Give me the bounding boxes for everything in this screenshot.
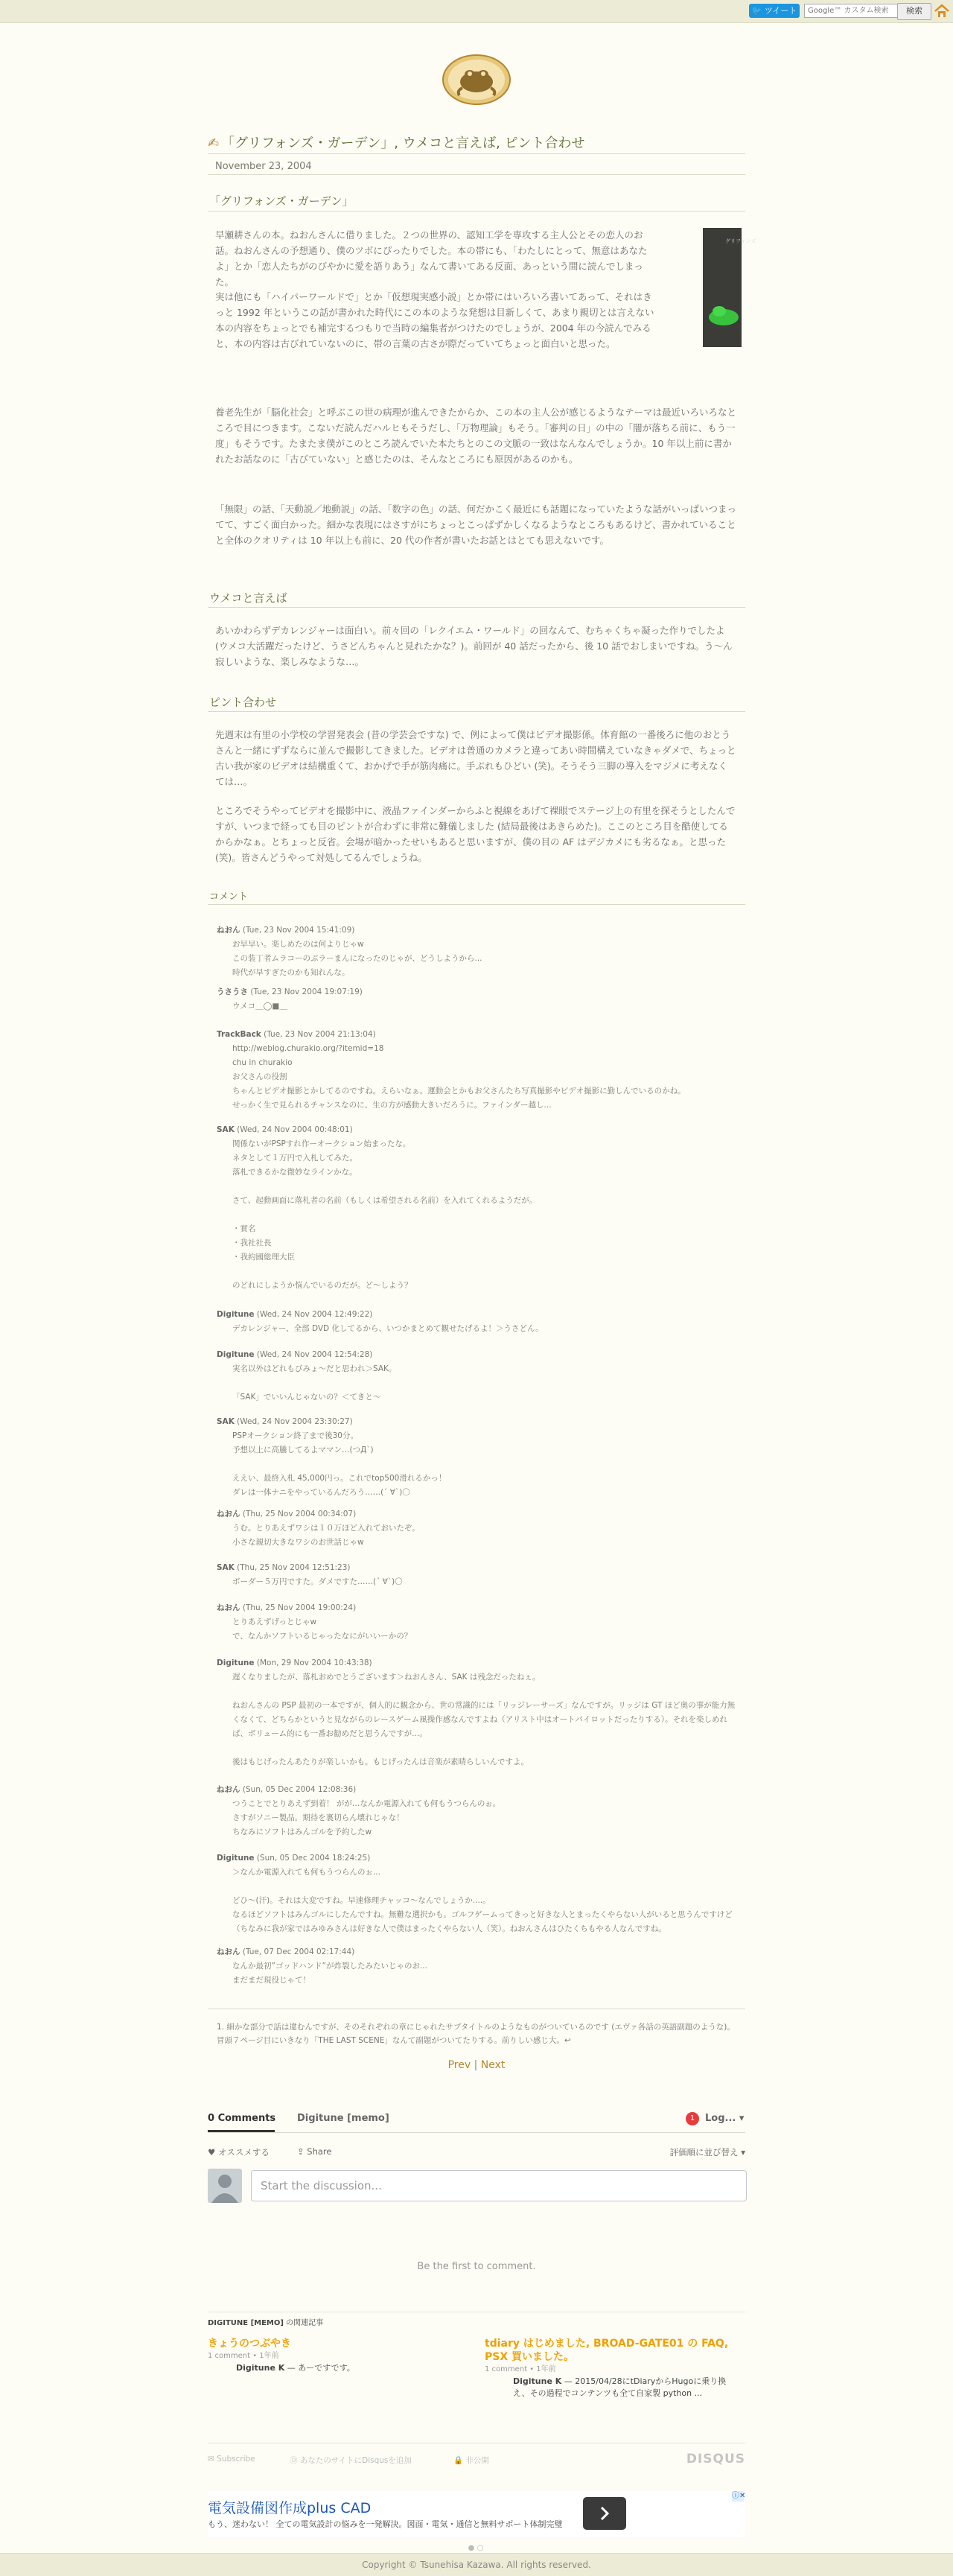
comment-time: (Mon, 29 Nov 2004 10:43:38) [256,1659,372,1667]
comment-line: ちなみにソフトはみんゴルを予約したw [232,1828,372,1836]
comment-line: ねおんさんの PSP 最初の一本ですが、個人的に観念から、世の常識的には「リッジレーサーズ」なんですが。リッジは GT ほど奥の事が能力無くなくて、どちらかというと見ながらのレースゲーム風操作感なんですよね（アリスト中はオートパイロットだったりする）。それを楽しめれば、ボリューム的にも一番お勧めだと思うんですが...。 [232,1701,736,1738]
prev-link[interactable]: Prev [447,2059,471,2071]
comment-line: さて、起動画面に落札者の名前（もしくは希望される名前）を入れてくれるようだが。 [232,1196,538,1205]
comment [217,1123,738,1293]
chevron-down-icon: ▾ [739,2113,745,2124]
privacy-link[interactable] [453,2455,489,2466]
section-title-griffon: 「グリフォンズ・ガーデン」 [209,194,354,208]
comment-line: とりあえずげっとじゃw [232,1618,317,1626]
ad-title[interactable]: 電気設備図作成plus CAD [208,2500,372,2516]
comment-line [217,1880,738,1894]
subscribe-label: Subscribe [217,2455,255,2464]
comment-time: (Wed, 24 Nov 2004 12:54:28) [256,1350,373,1359]
related-text: — 2015/04/28にtDiaryからHugoに乗り換え、その過程でコンテンツも全て自家製 python ... [513,2376,727,2398]
search-button[interactable]: 検索 [897,3,931,20]
comment [217,1415,738,1500]
login-label: Log... [705,2113,736,2124]
divider [208,904,745,905]
sort-label: 評価順に並び替え [669,2147,739,2157]
comment-line [217,1208,738,1222]
comment-line: 後はもじげったんあたりが楽しいかも。もじげったんは音楽が素晴らしいんですよ。 [232,1758,529,1766]
comment-line: まだまだ現役じゃて！ [232,1976,310,1985]
related-author: Digitune K [513,2376,562,2386]
divider [208,153,745,154]
paragraph: 養老先生が「脳化社会」と呼ぶこの世の病理が進んできたからか、この本の主人公が感じるようなテーマは最近いろいろなところで目につきます。こないだ読んだハルヒもそうだし、「万物理論」もそう。「審判の日」の中の「闇が落ちる前に、もう一度」もそうです。たまたま僕がこのところ読んでいた本たちとのこの文脈の一致はなんなんでしょうか。10 年以上前に書かれたお話なのに「古びていない」と感じたのは、そんなところにも原因があるのかも。 [215,407,737,465]
ad-arrow-button[interactable] [583,2497,626,2530]
comment-author: ねおん [217,1785,240,1794]
comment [217,1561,738,1589]
footnote: 1. 細かな部分で話は違むんですが、そのそれぞれの章にじゃれたサブタイトルのようなものがついているのです (エヴァ各話の英語副題のような)。冒頭７ページ目にいきなり「THE LAST SCENE」なんて副題がついてたりする。前りしい感じ大。↩ [217,2023,735,2045]
comment-composer[interactable]: Start the discussion... [251,2170,747,2201]
tab-site[interactable]: Digitune [memo] [297,2113,389,2124]
related-meta: 1 comment • 1年前 [208,2352,279,2360]
user-silhouette-icon [208,2169,242,2203]
comment-line: うむ。とりあえずワシは１０万ほど入れておいたぞ。 [232,1524,420,1533]
comment-author: ねおん [217,1510,240,1518]
comment-line: 関係ないがPSPすれ作ーオークション始まったな。 [232,1139,411,1148]
comment-author: SAK [217,1417,235,1426]
comment-line: なるほどソフトはみんゴルにしたんですね。無難な選択かも。ゴルフゲームってきっと好きな人とまったくやらない人がいると思うんですけど（ちなみに我が家ではみゆみさんは好きな人で僕はまったくやらない人（笑）。ねおんさんはひたくちもやる人なんですね。 [232,1910,733,1933]
recommend-label: オススメする [217,2147,270,2157]
comment-line: ・我社社長 [232,1238,272,1247]
comment-line: ボーダー５万円ですた。ダメですた……(´ ∀`)〇 [232,1577,403,1586]
comment-line: ネタとして１万円で入札してみた。 [232,1154,357,1163]
pager [208,2059,745,2071]
comment-line: お父さんの役割 [232,1072,287,1081]
comment-time: (Tue, 23 Nov 2004 15:41:09) [242,926,355,935]
comment-author: Digitune [217,1659,255,1667]
paragraph: あいかわらずデカレンジャーは面白い。前々回の「レクイエム・ワールド」の回なんて、むちゃくちゃ凝った作りでしたよ (ウメコ大活躍だったけど、うさどんちゃんと見れたかな？)。前回が 40 話だったから、後 10 話でおしまいですね。う〜ん寂しいような、楽しみなような…。 [215,625,733,667]
mail-icon: ✉ [208,2455,214,2464]
post-title: ✍ 「グリフォンズ・ガーデン」, ウメコと言えば, ピント合わせ [208,136,585,151]
ad-banner[interactable] [208,2491,745,2537]
chevron-down-icon: ▾ [741,2147,745,2157]
top-bar [0,0,953,23]
disqus-icon: Ⓓ [290,2456,298,2465]
page-footer: Copyright © Tsunehisa Kazawa. All rights reserved. [0,2553,953,2576]
search-input[interactable] [804,4,898,18]
paragraph: 「無限」の話、「天動説／地動説」の話、「数字の色」の話、何だかこく最近にも話題になっていたような話がいっぱいつまってて、すごく面白かった。細かな表現にはさすがにちょっとこっぱずかしくなるようなところもあるけど、書かれていることと全体のクオリティは 10 年以上も前に、20 代の作者が書いたお話とはとても思えないです。 [215,503,737,546]
comment-line: のどれにしようか悩んでいるのだが。ど〜しよう？ [232,1281,412,1290]
ad-close-icon[interactable]: ⓘ✕ [732,2492,746,2500]
comment-author: Digitune [217,1350,255,1359]
divider [208,711,745,712]
share-button[interactable] [297,2146,331,2157]
disqus-tabs [208,2108,745,2133]
comment-line: どひ〜(汗)。それは大変ですね。早速修理チャッコ〜なんでしょうか....。 [232,1896,491,1905]
comment-time: (Tue, 23 Nov 2004 21:13:04) [264,1030,376,1039]
comment-line [217,1265,738,1279]
comment [217,985,738,1014]
comment-line: 実名以外はどれもびみょ〜だと思われ＞SAK。 [232,1364,397,1373]
comment-line: 予想以上に高騰してるよママン…(つД`) [232,1446,374,1454]
comment-author: SAK [217,1563,235,1572]
comment-line: お早早い。楽しめたのは何よりじゃw [232,940,364,949]
comment-line [217,1180,738,1194]
heart-icon: ♥ [208,2147,216,2157]
comment-line [217,1685,738,1699]
comment-author: ねおん [217,1947,240,1956]
comment-line: ウメコ＿◯■＿ [232,1002,287,1011]
related-text: — あーですです。 [287,2363,355,2373]
comment-author: Digitune [217,1310,255,1319]
comment-time: (Thu, 25 Nov 2004 19:00:24) [242,1603,357,1612]
comment-line: ＞なんか電源入れても何もうつらんのぉ... [232,1868,380,1877]
trackback-link[interactable]: http://weblog.churakio.org/?itemid=18 [232,1044,384,1053]
avatar [208,2169,242,2203]
comment [217,1945,738,1988]
paragraph: 早瀬耕さんの本。ねおんさんに借りました。２つの世界の、認知工学を専攻する主人公とその恋人のお話。ねおんさんの予想通り、僕のツボにぴったりでした。本の帯にも、「わたしにとって、無意はあなたよ」とか「恋人たちがのびやかに愛を語りあう」なんて書いてある反面、あっという間に読んでしまった。 [215,229,648,287]
book-cover-art [703,228,756,347]
pager-separator: | [471,2059,481,2071]
related-title[interactable]: きょうのつぶやき [208,2338,291,2350]
paragraph: 先週末は有里の小学校の学習発表会 (昔の学芸会ですな) で、例によって僕はビデオ撮影係。体育館の一番後ろに他のおとうさんと一緒にずずならに並んで撮影してきました。ビデオは普通のカメラと違ってあい時間構えていなきゃダメで、ちょっと古い我が家のビデオは結構重くて、おかげで手が筋肉痛に。手ぶれもひどい (笑)。そうそう三脚の導入をマジメに考えなくては…。 [215,729,736,787]
comment-line: で、なんかソフトいるじゃったなにがいいーかの？ [232,1632,412,1641]
comment-line: 落札できるかな微妙なラインかな。 [232,1168,357,1177]
comment-author: SAK [217,1125,235,1134]
comment-line: ええい、最終入札 45,000円っ。これでtop500滑れるかっ！ [232,1474,447,1483]
comment-line: この装丁者ムラコーのぶラーまんになったのじゃが、どうしようから... [232,954,482,963]
section-title-focus: ピント合わせ [209,696,277,709]
comment-author: ねおん [217,1603,240,1612]
comment [217,1851,738,1936]
share-label: Share [307,2146,332,2157]
comment-line: さすがソニー製品。期待を裏切らん壊れじゃな！ [232,1813,404,1822]
divider [208,211,745,212]
login-menu[interactable] [705,2113,744,2124]
related-title[interactable]: tdiary はじめました, BROAD-GATE01 の FAQ, PSX 買いました。 [485,2338,729,2363]
comment-time: (Wed, 24 Nov 2004 00:48:01) [237,1125,353,1134]
empty-comments-message: Be the first to comment. [417,2261,536,2272]
book-cover-image [703,228,756,347]
divider [208,607,745,608]
comment-line: ちゃんとビデオ撮影とかしてるのですね。えらいなぁ。運動会とかもお父さんたち写真撮影やビデオ撮影に勤しんでいるのかね。 [232,1087,686,1095]
chevron-right-icon [583,2497,626,2530]
comment [217,1028,738,1113]
next-link[interactable]: Next [480,2059,506,2071]
paragraph: 実は他にも「ハイパーワールドで」とか「仮想現実感小説」とか帯にはいろいろ書いてあって、それはきっと 1992 年というこの話が書かれた時代にこの本のような発想は目新しくて、あまり親切とは言えない本の内容をちょっとでも補完するつもりで当時の編集者がつけたのでしょうが、2004 年の今読んでみると、本の内容は古びれていないのに、帯の言葉の古さが際だっていてちょっと面白いと思った。 [215,291,654,349]
comment-author: TrackBack [217,1030,261,1039]
privacy-label: 非公開 [465,2456,489,2465]
comment-author: ねおん [217,926,240,935]
comment-author: うさうさ [217,988,248,996]
disqus-logo[interactable]: DISQUS [686,2452,745,2467]
add-disqus-link[interactable] [290,2455,412,2466]
post-date: November 23, 2004 [215,161,312,172]
twitter-icon: 🐦 [751,6,762,16]
also-site-name: DIGITUNE [MEMO] [208,2319,284,2327]
notification-badge[interactable]: 1 [686,2112,699,2125]
comment-line [217,1457,738,1472]
add-disqus-label: あなたのサイトにDisqusを追加 [299,2456,412,2465]
comment-time: (Tue, 07 Dec 2004 02:17:44) [242,1947,355,1956]
comment [217,1507,738,1550]
comment [217,923,738,980]
comment [217,1348,738,1405]
comment-time: (Sun, 05 Dec 2004 12:08:36) [242,1785,357,1794]
comment-time: (Thu, 25 Nov 2004 00:34:07) [242,1510,357,1518]
site-logo-frog[interactable] [442,54,511,106]
related-meta: 1 comment • 1年前 [485,2365,556,2373]
related-article[interactable] [485,2337,738,2400]
carousel-dots: ● ○ [468,2544,484,2552]
comments-heading: コメント [209,891,249,903]
tab-comments[interactable]: 0 Comments [208,2113,276,2124]
subscribe-link[interactable] [208,2455,255,2464]
comment-time: (Wed, 24 Nov 2004 12:49:22) [256,1310,373,1319]
sort-dropdown[interactable] [670,2146,745,2158]
svg-text:グリフォンズ: グリフォンズ [725,238,756,244]
comment-line: ダレは一体ナニをやっているんだろう……(´ ∀`)〇 [232,1488,410,1497]
comment-line: 時代が早すぎたのかも知れんな。 [232,968,350,977]
comment-author: Digitune [217,1854,255,1863]
comment-line [217,1741,738,1755]
also-label: の関連記事 [286,2319,324,2327]
share-icon: ⇪ [297,2146,305,2157]
also-on-heading [208,2316,323,2327]
section-title-umeko: ウメコと言えば [209,591,287,605]
comment-line: 「SAK」でいいんじゃないの？＜てきと〜 [232,1393,381,1402]
comment-time: (Wed, 24 Nov 2004 23:30:27) [237,1417,353,1426]
comment-line: ・實名 [232,1224,256,1233]
comment-line: 小さな親切大きなワシのお世話じゃw [232,1538,364,1547]
comment [217,1308,738,1336]
comment-line: ・我約國総理大臣 [232,1253,295,1262]
comment-line: せっかく生で見られるチャンスなのに、生の方が感動大きいだろうに。ファインダー越し... [232,1101,552,1110]
comment-line: デカレンジャー、全部 DVD 化してるから、いつかまとめて観せたげるよ！＞うさどん。 [232,1324,544,1333]
divider [208,174,745,175]
comment-time: (Thu, 25 Nov 2004 12:51:23) [237,1563,351,1572]
comment-time: (Tue, 23 Nov 2004 19:07:19) [250,988,363,996]
comment [217,1783,738,1839]
comment-line: PSPオークション終了まで後30分。 [232,1431,358,1440]
related-author: Digitune K [236,2363,285,2373]
paragraph: ところでそうやってビデオを撮影中に、液晶ファインダーからふと視線をあげて裸眼でステージ上の有里を探そうとしたんですが、いつまで経っても目のピントが合わずに非常に難儀しました (結局最後はあきらめた)。ここのところ目を酷使してるからかなぁ。とちょっと反省。会場が暗かったせいもあると思いますが、僕の目の AF はデジカメにも劣るなぁ。と思った(笑)。皆さんどうやって対処してるんでしょうね。 [215,805,736,863]
comment [217,1601,738,1644]
tweet-button[interactable]: 🐦 ツイート [749,4,800,18]
home-icon[interactable] [934,3,950,19]
comment-line: chu in churakio [232,1058,293,1067]
ad-subtitle: もう、迷わない！ 全ての電気設計の悩みを一発解決。図面・電気・通信と無料サポート体制完璧 [208,2519,563,2529]
lock-icon: 🔒 [453,2456,464,2465]
recommend-button[interactable] [208,2146,270,2158]
active-tab-indicator [208,2130,275,2132]
comment-line: なんか最初”ゴッドハンド”が炸裂したみたいじゃのお... [232,1962,427,1971]
comment-line: 遅くなりましたが、落札おめでとうございます＞ねおんさん、SAK は残念だったねぇ。 [232,1673,541,1682]
comment-time: (Sun, 05 Dec 2004 18:24:25) [256,1854,371,1863]
related-article[interactable] [208,2337,453,2374]
pen-icon: ✍ [208,136,220,151]
comment-line: つうことでとりあえず到着！ がが…なんか電源入れても何もうつらんのぉ。 [232,1799,501,1808]
comment [217,1656,738,1769]
comment-line [217,1376,738,1390]
